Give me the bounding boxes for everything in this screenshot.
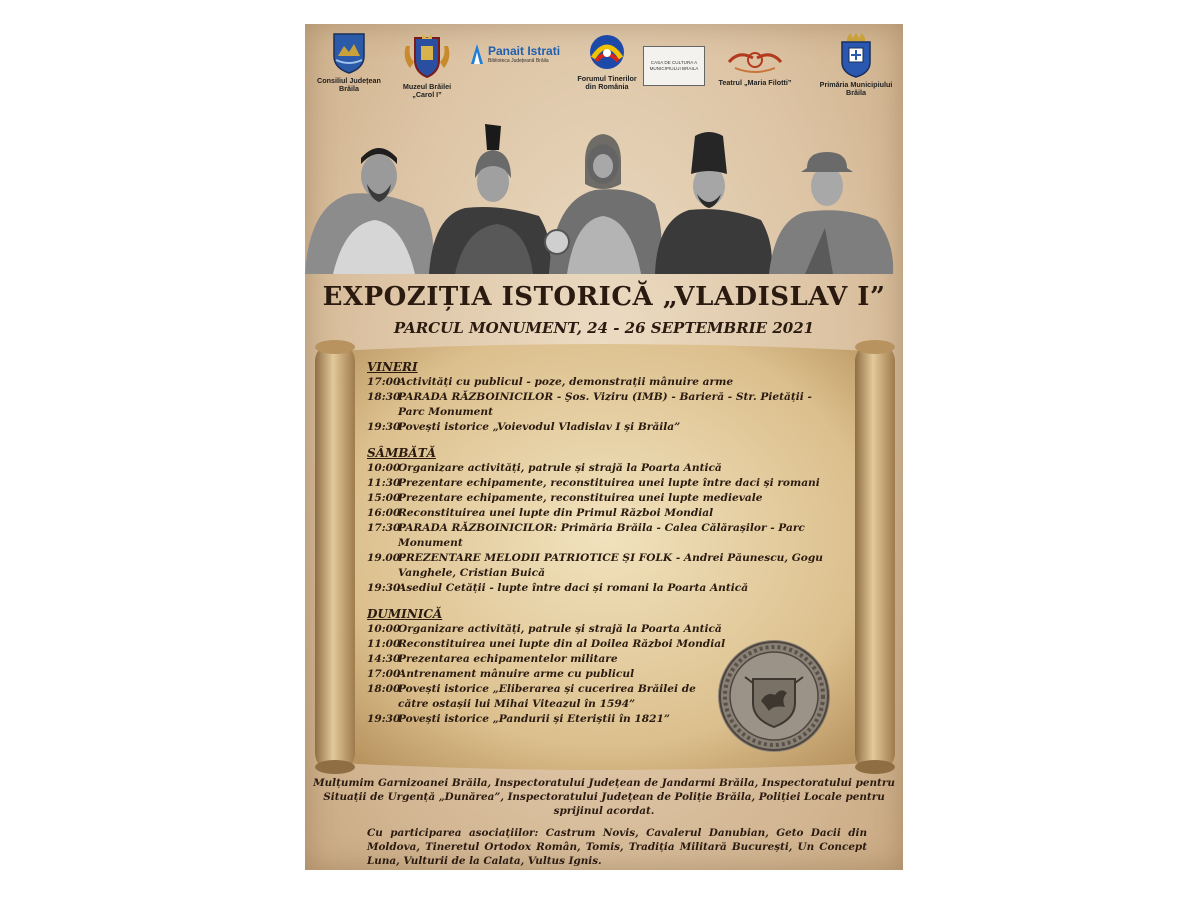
event-text: Organizare activități, patrule și strajă la Poarta Antică: [398, 462, 722, 474]
acknowledgements: Mulțumim Garnizoanei Brăila, Inspectoratului Județean de Jandarmi Brăila, Inspectoratului pentru Situații de Urgență „Dunărea”, Inspectoratului Județean de Poliție Brăila, Poliției Locale pentru sprijinul acordat.: [313, 777, 895, 817]
event-text: PREZENTARE MELODII PATRIOTICE ȘI FOLK - Andrei Păunescu, Gogu Vanghele, Cristian Buică: [398, 552, 823, 579]
event-text: PARADA RĂZBOINICILOR: Primăria Brăila - Calea Călărașilor - Parc Monument: [398, 522, 805, 549]
culture-house-plate: CASA DE CULTURA A MUNICIPIULUI BRAILA: [649, 60, 699, 71]
program-event: [367, 375, 837, 390]
warrior-dacian: [305, 148, 434, 274]
logo-youth-forum: [567, 32, 647, 91]
program-event: [367, 637, 837, 652]
logo-caption: Consiliul Județean Brăila: [317, 76, 381, 93]
logo-city-hall: [811, 32, 901, 97]
event-time: 18:00: [367, 683, 401, 695]
program-event: [367, 712, 837, 727]
event-time: 19:30: [367, 713, 401, 725]
sponsor-logos: [305, 32, 903, 122]
logo-theatre: [715, 46, 795, 87]
logo-caption: Forumul Tinerilor din România: [577, 74, 637, 91]
warrior-pandur: [655, 132, 772, 274]
event-time: 15:00: [367, 492, 401, 504]
logo-caption: Panait Istrati: [488, 43, 561, 58]
logo-caption: Muzeul Brăilei „Carol I”: [402, 82, 452, 99]
program-event: [367, 622, 837, 637]
program-event: [367, 420, 837, 435]
program-event: [367, 551, 837, 581]
event-text: Povești istorice „Pandurii și Eteriștii în 1821”: [398, 713, 670, 725]
event-text: Povești istorice „Eliberarea și cucerirea Brăilei de către ostașii lui Mihai Viteazul în 1594”: [398, 683, 696, 710]
event-text: Activități cu publicul - poze, demonstrații mânuire arme: [398, 376, 734, 388]
event-time: 17:30: [367, 522, 401, 534]
event-text: PARADA RĂZBOINICILOR - Şos. Viziru (IMB) - Barieră - Str. Pietății - Parc Monument: [398, 391, 812, 418]
warrior-roman: [429, 124, 551, 274]
program-event: [367, 667, 837, 682]
city-hall-crest-icon: [839, 32, 873, 78]
theatre-logo-icon: [725, 46, 785, 76]
logo-subcaption: Biblioteca Județeană Brăila: [488, 57, 549, 64]
event-time: 19:30: [367, 421, 401, 433]
event-text: Prezentarea echipamentelor militare: [398, 653, 618, 665]
event-text: Asediul Cetății - lupte între daci și romani la Poarta Antică: [398, 582, 749, 594]
poster-subtitle: PARCUL MONUMENT, 24 - 26 SEPTEMBRIE 2021: [393, 319, 815, 337]
event-program: [367, 359, 837, 727]
program-event: [367, 682, 707, 712]
event-text: Prezentare echipamente, reconstituirea unei lupte medievale: [398, 492, 763, 504]
participating-associations: Cu participarea asociațiilor: Castrum Novis, Cavalerul Danubian, Geto Dacii din Moldova, Tineretul Ortodox Român, Tomis, Tradiția Militară București, Un Concept Luna, Vulturii de la Calata, Vultus Ignis.: [367, 827, 867, 867]
event-text: Reconstituirea unei lupte din Primul Război Mondial: [398, 507, 714, 519]
event-time: 11:30: [367, 477, 401, 489]
program-event: [367, 506, 837, 521]
event-time: 16:00: [367, 507, 401, 519]
event-text: Reconstituirea unei lupte din al Doilea Război Mondial: [398, 638, 726, 650]
program-event: [367, 652, 837, 667]
logo-museum: [391, 32, 463, 99]
event-time: 18:30: [367, 391, 401, 403]
event-time: 19:30: [367, 582, 401, 594]
day-heading-friday: VINERI: [367, 360, 418, 374]
program-event: [367, 581, 837, 596]
county-council-crest-icon: [332, 32, 366, 74]
culture-house-logo-icon: [643, 46, 705, 86]
event-text: Antrenament mânuire arme cu publicul: [398, 668, 635, 680]
program-event: [367, 491, 837, 506]
event-time: 10:00: [367, 623, 401, 635]
warrior-officer: [769, 152, 893, 274]
poster-title: EXPOZIȚIA ISTORICĂ „VLADISLAV I”: [322, 282, 886, 312]
warrior-knight: [545, 134, 662, 274]
logo-caption: Primăria Municipiului Brăila: [819, 80, 893, 97]
reenactors-photo: [305, 124, 903, 274]
day-heading-sunday: DUMINICĂ: [367, 607, 443, 621]
logo-culture-house: [643, 46, 705, 86]
event-text: Organizare activități, patrule și strajă la Poarta Antică: [398, 623, 722, 635]
event-text: Povești istorice „Voievodul Vladislav I și Brăila”: [398, 421, 681, 433]
event-time: 10:00: [367, 462, 401, 474]
youth-forum-logo-icon: [587, 32, 627, 72]
library-logo-icon: [469, 42, 485, 66]
event-time: 17:00: [367, 376, 401, 388]
program-event: [367, 521, 837, 551]
event-time: 14:30: [367, 653, 401, 665]
logo-caption: Teatrul „Maria Filotti”: [718, 78, 792, 87]
museum-crest-icon: [402, 32, 452, 80]
program-event: [367, 476, 837, 491]
program-event: [367, 461, 837, 476]
event-time: 11:00: [367, 638, 401, 650]
logo-county-council: [313, 32, 385, 93]
event-poster: [305, 24, 903, 870]
day-heading-saturday: SÂMBĂTĂ: [367, 446, 436, 460]
event-time: 19.00: [367, 552, 401, 564]
event-time: 17:00: [367, 668, 401, 680]
event-text: Prezentare echipamente, reconstituirea unei lupte între daci și romani: [398, 477, 820, 489]
logo-library: [469, 42, 565, 66]
program-event: [367, 390, 837, 420]
